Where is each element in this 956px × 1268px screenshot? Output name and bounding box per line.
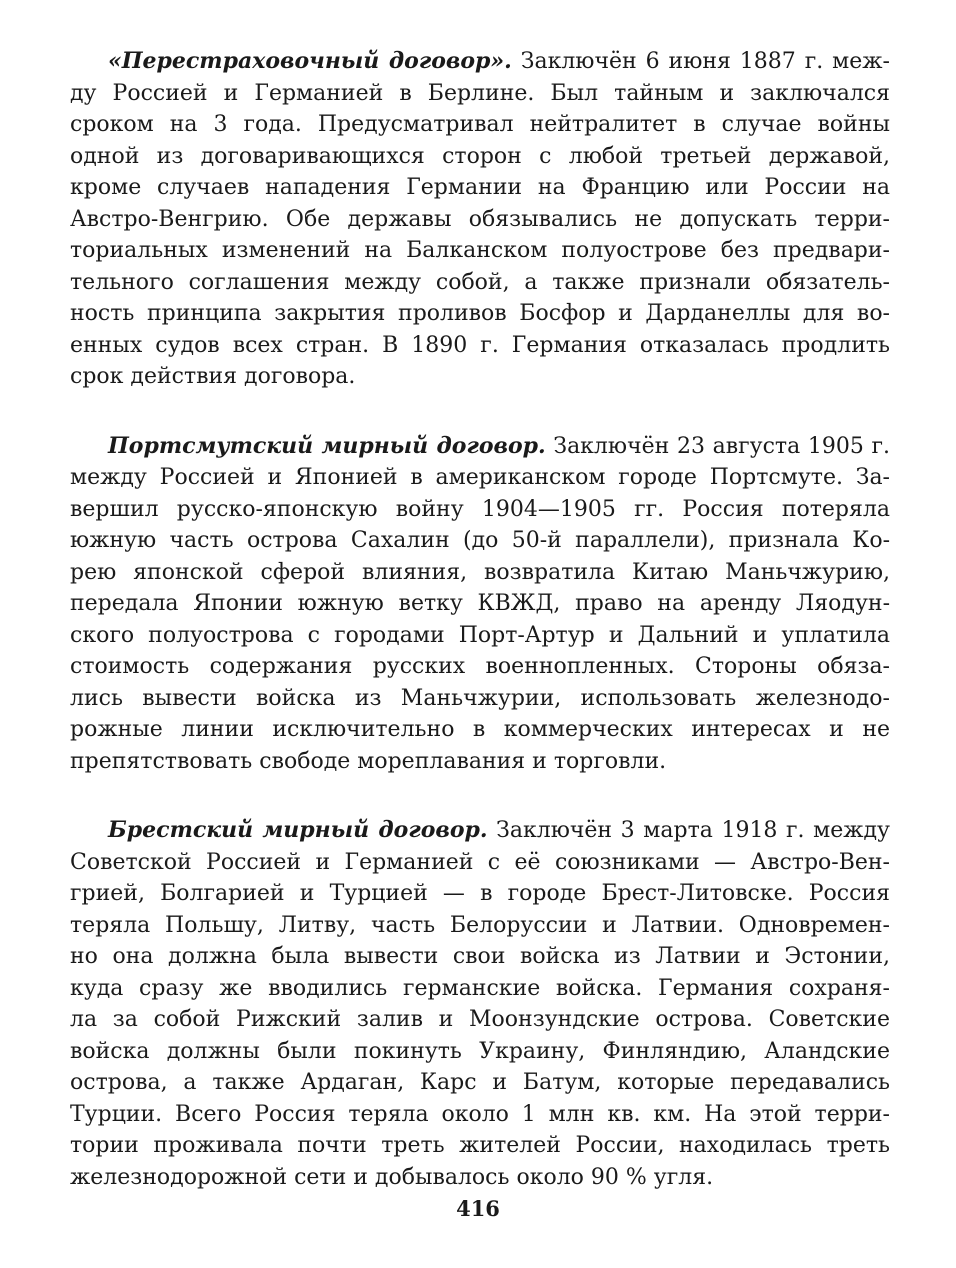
page-number: 416 (456, 1196, 500, 1221)
paragraph-line: рею японской сферой влияния, возвратила Китаю Маньчжурию, (70, 559, 890, 585)
paragraph-line: сроком на 3 года. Предусматривал нейтралитет в случае войны (70, 112, 890, 137)
paragraph-line: тории проживала почти треть жителей России, находилась треть (70, 1133, 890, 1158)
paragraph-first-line (70, 431, 890, 463)
paragraph-first-line (70, 815, 890, 847)
paragraph-line: Турции. Всего Россия теряла около 1 млн кв. км. На этой терри- (70, 1101, 890, 1127)
paragraph-first-line (70, 46, 890, 78)
paragraph-text: Заключён 23 августа 1905 г. (545, 433, 891, 459)
paragraph-text: Заключён 3 марта 1918 г. между (487, 818, 890, 843)
treaty-entry-brest (70, 815, 890, 1193)
paragraph-line: ность принципа закрытия проливов Босфор и Дарданеллы для во- (70, 301, 890, 326)
paragraph-line: теряла Польшу, Литву, часть Белоруссии и Латвии. Одновремен- (70, 912, 890, 938)
paragraph-line: острова, а также Ардаган, Карс и Батум, которые передавались (70, 1070, 890, 1095)
paragraph-line: одной из договаривающихся сторон с любой третьей державой, (70, 143, 890, 169)
paragraph-line: тельного соглашения между собой, а также признали обязатель- (70, 269, 890, 295)
paragraph-line: срок действия договора. (70, 364, 356, 389)
paragraph-line: войска должны были покинуть Украину, Финляндию, Аландские (70, 1038, 890, 1064)
treaty-term: «Перестраховочный договор». (108, 48, 512, 74)
treaty-term: Портсмутский мирный договор. (108, 432, 546, 459)
paragraph-line: между Россией и Японией в американском городе Портсмуте. За- (70, 465, 890, 490)
paragraph-line: препятствовать свободе мореплавания и торговли. (70, 748, 667, 774)
paragraph-line: кроме случаев нападения Германии на Францию или России на (70, 175, 890, 200)
paragraph-line: но она должна была вывести свои войска из Латвии и Эстонии, (70, 944, 890, 969)
treaty-term: Брестский мирный договор. (108, 817, 488, 843)
paragraph-line: стоимость содержания русских военнопленных. Стороны обяза- (70, 654, 890, 679)
paragraph-line: железнодорожной сети и добывалось около 90 % угля. (70, 1164, 714, 1190)
page-body (70, 46, 890, 1231)
paragraph-line: ского полуострова с городами Порт-Артур и Дальний и уплатила (70, 622, 890, 648)
paragraph-line: вершил русско-японскую войну 1904—1905 гг. Россия потеряла (70, 496, 890, 522)
paragraph-line: рожные линии исключительно в коммерческих интересах и не (70, 717, 890, 742)
treaty-entry-portsmouth (70, 431, 890, 778)
treaty-entry-reinsurance (70, 46, 890, 393)
paragraph-line: южную часть острова Сахалин (до 50-й параллели), признала Ко- (70, 528, 890, 553)
paragraph-line: ториальных изменений на Балканском полуострове без предвари- (70, 238, 890, 263)
paragraph-line: лись вывести войска из Маньчжурии, использовать железнодо- (70, 685, 890, 711)
paragraph-line: ла за собой Рижский залив и Моонзундские острова. Советские (70, 1007, 890, 1032)
paragraph-line: грией, Болгарией и Турцией — в городе Брест-Литовске. Россия (70, 881, 890, 906)
paragraph-line: енных судов всех стран. В 1890 г. Германия отказалась продлить (70, 332, 890, 358)
paragraph-line: Австро-Венгрию. Обе державы обязывались не допускать терри- (70, 206, 890, 232)
paragraph-line: Советской Россией и Германией с её союзниками — Австро-Вен- (70, 849, 890, 875)
paragraph-text: Заключён 6 июня 1887 г. меж- (511, 49, 890, 74)
paragraph-line: передала Японии южную ветку КВЖД, право на аренду Ляодун- (70, 591, 890, 616)
paragraph-line: ду Россией и Германией в Берлине. Был тайным и заключался (70, 80, 890, 106)
paragraph-line: куда сразу же вводились германские войска. Германия сохраня- (70, 975, 890, 1001)
